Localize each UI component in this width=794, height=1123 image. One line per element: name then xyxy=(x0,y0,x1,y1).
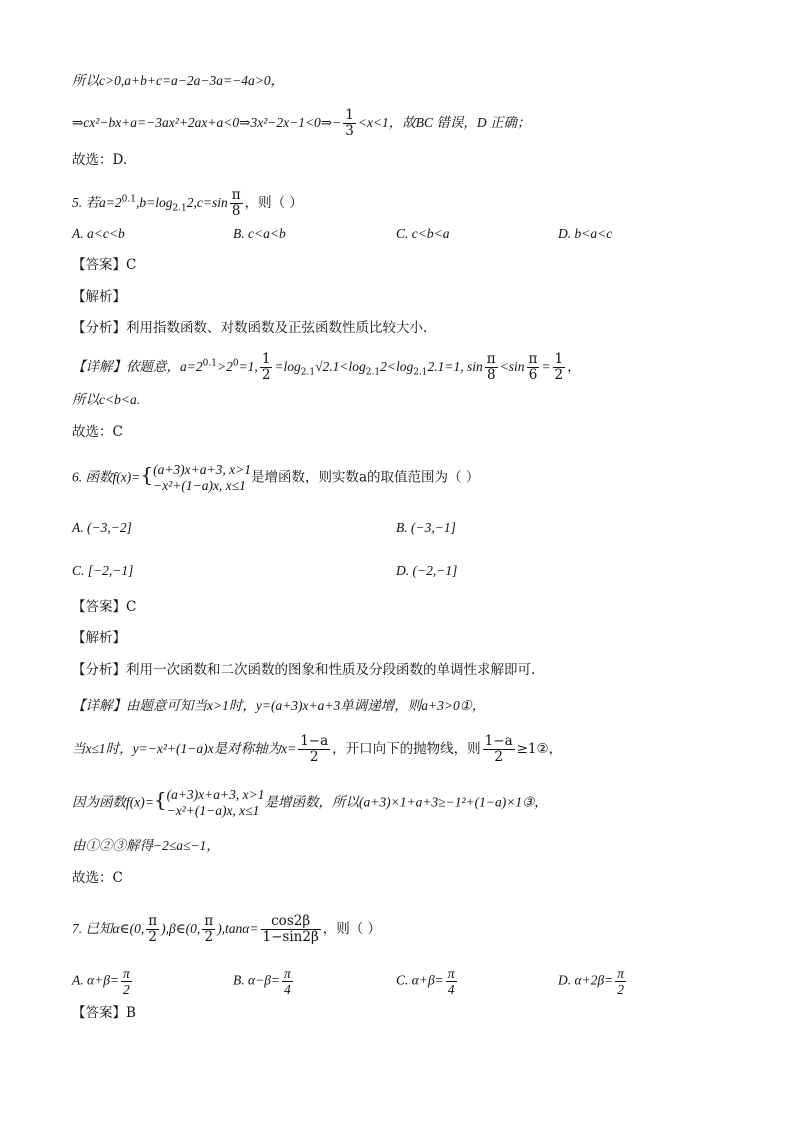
text-line: 当x≤1时，y=−x²+(1−a)x是对称轴为x= $\frac{1-a}{2}$ ，开口向下的抛物线，则 $\frac{1-a}{2}$ ≥1②， xyxy=(72,733,563,765)
option-b: B. α−β= $\frac{\pi}{4}$ xyxy=(233,966,291,997)
analysis-text: 【分析】利用指数函数、对数函数及正弦函数性质比较大小. xyxy=(72,320,428,336)
answer-label: 【答案】C xyxy=(72,257,137,273)
option-d: D. (−2,−1] xyxy=(396,563,458,578)
fraction: $\frac{\pi}{8}$ xyxy=(231,187,241,219)
option-c: C. [−2,−1] xyxy=(72,563,134,578)
option-c: C. α+β= $\frac{\pi}{4}$ xyxy=(396,966,455,997)
question-6: 6. 函数f(x)={ (a+3)x+a+3, x>1 −x²+(1−a)x, x≤1 是增函数，则实数a的取值范围为（ ） xyxy=(72,462,480,493)
detail-text: 【详解】由题意可知当x>1时，y=(a+3)x+a+3单调递增，则a+3>0①， xyxy=(72,698,486,713)
detail-text: 【详解】依题意，$a=2^{0.1}>2^0=1$, $\frac{1}{2}$ $=\log_{2.1}√2.1<\log_{2.1}2<\log_{2.1}2.1=1$, sin $\frac{\pi}{8}$ <sin $\frac{\pi}{6}$ = $\frac{1}{2}$ ， xyxy=(72,351,581,383)
text-line: 所以c>0,a+b+c=a−2a−3a=−4a>0， xyxy=(72,73,285,88)
answer-label: 【答案】C xyxy=(72,599,137,615)
option-b: B. c<a<b xyxy=(233,226,286,241)
answer-label: 【答案】B xyxy=(72,1005,136,1021)
option-c: C. c<b<a xyxy=(396,226,450,241)
text-line: 所以c<b<a. xyxy=(72,392,141,407)
option-a: A. (−3,−2] xyxy=(72,520,132,535)
text-line: 由①②③解得−2≤a≤−1， xyxy=(72,838,220,853)
analysis-label: 【解析】 xyxy=(72,289,126,305)
selection-text: 故选：C xyxy=(72,870,123,886)
option-a: A. α+β= $\frac{\pi}{2}$ xyxy=(72,966,130,997)
text-line: ⇒cx²−bx+a=−3ax²+2ax+a<0⇒3x²−2x−1<0⇒− $\frac{1}{3}$ <x<1，故BC 错误，D 正确； xyxy=(72,107,531,139)
brace-icon: { xyxy=(153,787,167,812)
fraction: $\frac{1}{3}$ xyxy=(345,107,354,139)
option-d: D. α+2β= $\frac{\pi}{2}$ xyxy=(558,966,625,997)
text-line: 因为函数f(x)={ (a+3)x+a+3, x>1 −x²+(1−a)x, x≤1 是增函数，所以(a+3)×1+a+3≥−1²+(1−a)×1③， xyxy=(72,787,548,818)
question-5: 5. 若$a=2^{0.1},b=\log_{2.1}2,c=\sin$ $\frac{\pi}{8}$ ，则（ ） xyxy=(72,187,303,219)
text-line: 故选：D. xyxy=(72,152,128,168)
analysis-text: 【分析】利用一次函数和二次函数的图象和性质及分段函数的单调性求解即可. xyxy=(72,662,536,678)
selection-text: 故选：C xyxy=(72,424,123,440)
analysis-label: 【解析】 xyxy=(72,630,126,646)
option-b: B. (−3,−1] xyxy=(396,520,456,535)
option-d: D. b<a<c xyxy=(558,226,613,241)
brace-icon: { xyxy=(140,462,154,487)
question-7: 7. 已知α∈(0, $\frac{\pi}{2}$ ),β∈(0, $\frac{\pi}{2}$ ),tanα= $\frac{\cos 2\beta}{1-\sin 2\beta}$ ，则（ ） xyxy=(72,913,382,945)
option-a: A. a<c<b xyxy=(72,226,125,241)
